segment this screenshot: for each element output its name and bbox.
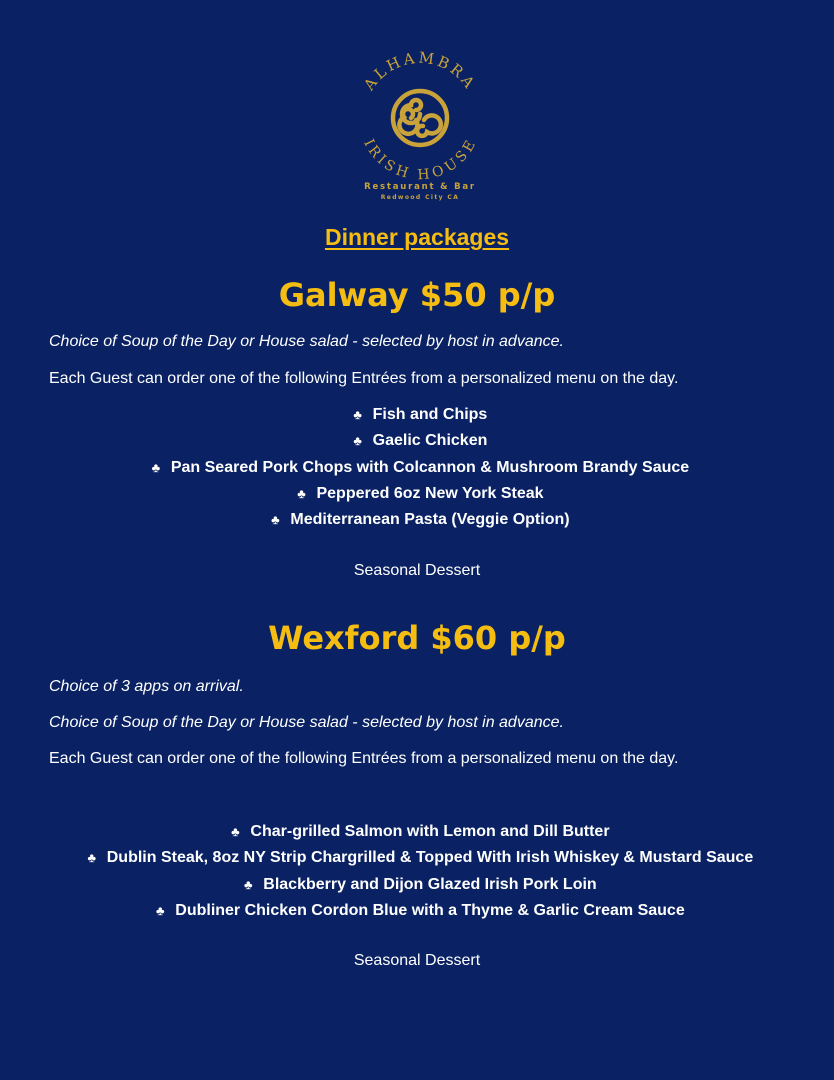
entree-label: Gaelic Chicken [372,432,488,450]
club-icon: ♣ [151,459,161,475]
page-heading: Dinner packages [324,224,510,250]
entree-label: Char-grilled Salmon with Lemon and Dill Butter [250,823,610,840]
entree-label: Fish and Chips [372,406,488,423]
logo-name-top-text: ALHAMBRA [360,48,480,94]
entree-list-wexford [0,819,834,924]
club-icon: ♣ [244,876,253,892]
package-intro: Each Guest can order one of the following Entrées from a personalized menu on the day. [49,370,679,387]
entree-item [0,845,834,871]
entree-item [0,428,834,454]
entree-item [0,872,834,898]
entree-label: Mediterranean Pasta (Veggie Option) [290,511,570,529]
package-note: Choice of 3 apps on arrival. [49,678,244,695]
entree-label: Dubliner Chicken Cordon Blue with a Thyme & Garlic Cream Sauce [175,901,685,919]
package-note: Choice of Soup of the Day or House salad - selected by host in advance. [49,333,564,350]
package-title-wexford: Wexford $60 p/p [268,619,566,657]
entree-label: Pan Seared Pork Chops with Colcannon & Mushroom Brandy Sauce [170,458,690,476]
club-icon: ♣ [271,512,280,528]
logo-location: Redwood City CA [380,194,460,201]
dessert-wexford: Seasonal Dessert [353,952,481,969]
entree-item [0,402,834,428]
logo-name-bottom-text: IRISH HOUSE [360,136,480,180]
entree-item [0,898,834,924]
package-title-galway: Galway $50 p/p [278,276,556,314]
club-icon: ♣ [231,824,240,839]
entree-label: Peppered 6oz New York Steak [316,484,544,502]
logo-emblem [355,44,485,180]
dessert-galway: Seasonal Dessert [353,562,481,579]
club-icon: ♣ [353,407,362,422]
club-icon: ♣ [87,850,97,866]
club-icon: ♣ [156,902,165,918]
entree-item [0,455,834,481]
club-icon: ♣ [297,485,306,501]
entree-label: Blackberry and Dijon Glazed Irish Pork Loin [263,875,597,893]
package-note: Choice of Soup of the Day or House salad - selected by host in advance. [49,714,564,731]
package-intro: Each Guest can order one of the following Entrées from a personalized menu on the day. [49,750,679,767]
entree-item [0,507,834,533]
entree-list-galway [0,402,834,533]
logo-tagline: Restaurant & Bar [364,182,476,192]
entree-item [0,481,834,507]
entree-label: Dublin Steak, 8oz NY Strip Chargrilled & Topped With Irish Whiskey & Mustard Sauce [106,849,754,867]
club-icon: ♣ [353,433,362,449]
triskele-icon [393,91,447,145]
entree-item [0,819,834,845]
restaurant-logo [340,44,500,224]
logo-name-top [360,48,480,94]
